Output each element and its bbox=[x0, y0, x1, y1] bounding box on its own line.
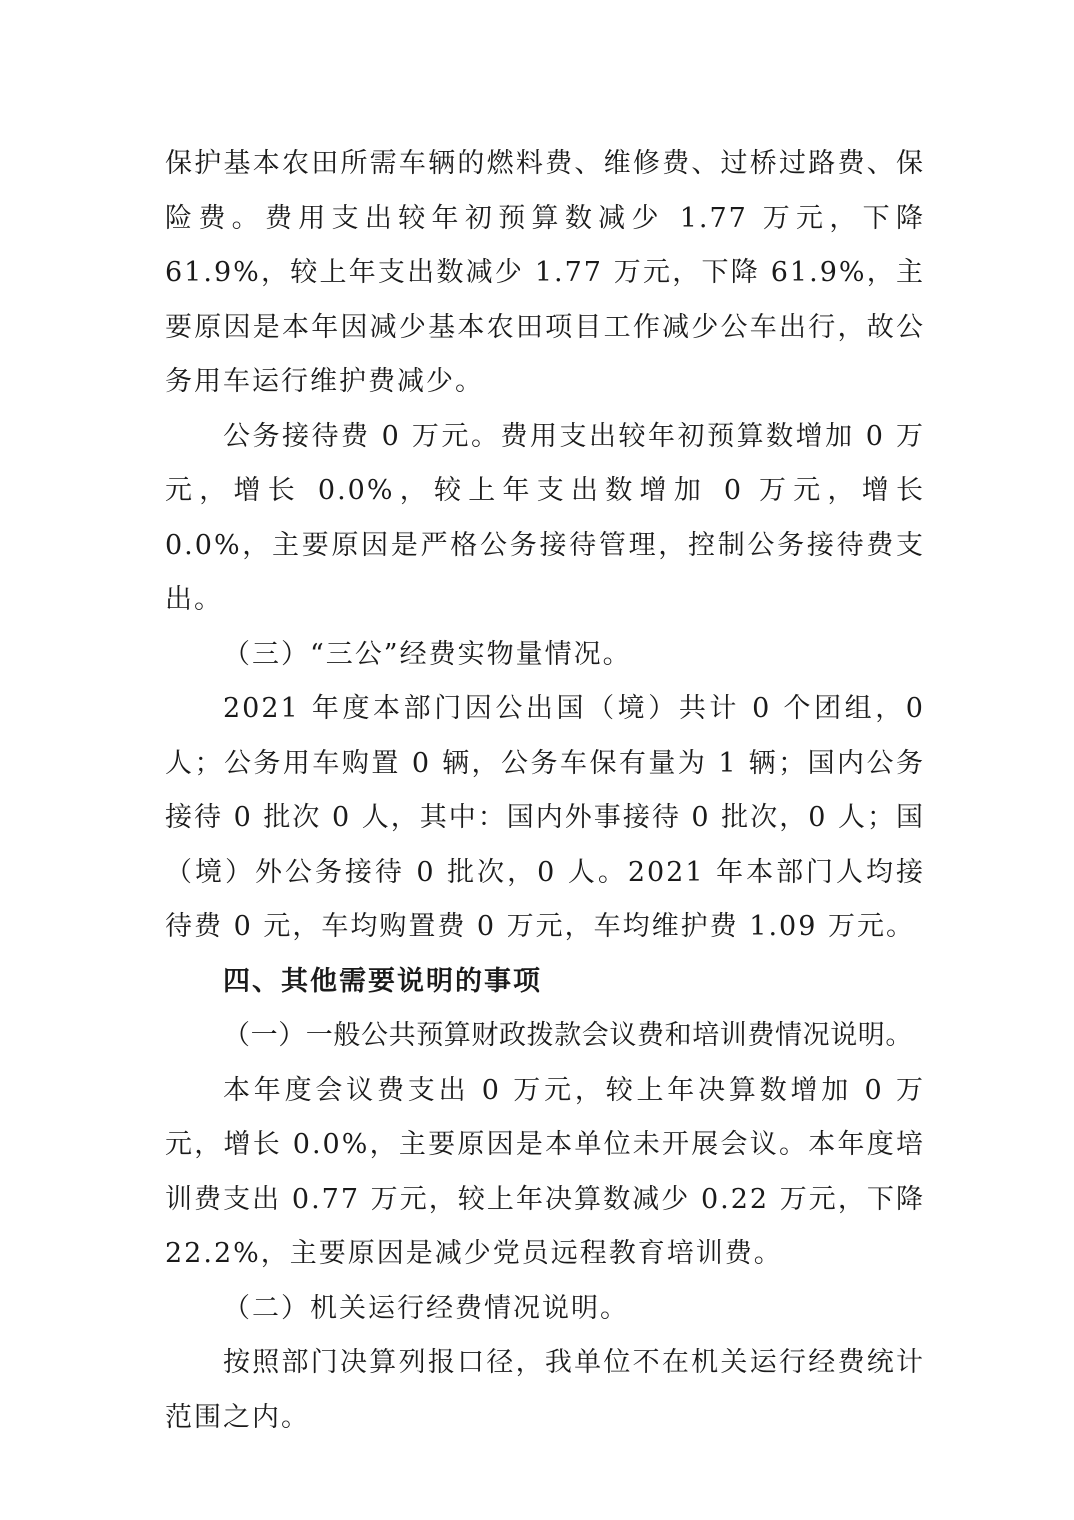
paragraph-meeting-training-costs: 本年度会议费支出 0 万元，较上年决算数增加 0 万元，增长 0.0%，主要原因是本单位未开展会议。本年度培训费支出 0.77 万元，较上年决算数减少 0.22 万元，下降 22.2%，主要原因是减少党员远程教育培训费。 bbox=[165, 1074, 925, 1269]
paragraph-vehicle-costs: 保护基本农田所需车辆的燃料费、维修费、过桥过路费、保险费。费用支出较年初预算数减少 1.77 万元，下降 61.9%，较上年支出数减少 1.77 万元，下降 61.9%，主要原因是本年因减少基本农田项目工作减少公车出行，故公务用车运行维护费减少。 bbox=[165, 148, 925, 397]
subheading-meeting-training: （一）一般公共预算财政拨款会议费和培训费情况说明。 bbox=[223, 1020, 913, 1051]
section-heading-other-matters: 四、其他需要说明的事项 bbox=[223, 965, 542, 997]
document-body bbox=[165, 137, 925, 1445]
paragraph-reception-costs: 公务接待费 0 万元。费用支出较年初预算数增加 0 万元，增长 0.0%，较上年支出数增加 0 万元，增长 0.0%，主要原因是严格公务接待管理，控制公务接待费支出。 bbox=[165, 420, 925, 615]
paragraph-physical-quantities: 2021 年度本部门因公出国（境）共计 0 个团组，0 人；公务用车购置 0 辆，公务车保有量为 1 辆；国内公务接待 0 批次 0 人，其中：国内外事接待 0 批次，0 人；国（境）外公务接待 0 批次，0 人。2021 年本部门人均接待费 0 元，车均购置费 0 万元，车均维护费 1.09 万元。 bbox=[165, 693, 925, 942]
subheading-agency-operating: （二）机关运行经费情况说明。 bbox=[223, 1292, 629, 1324]
subheading-three-public-quantities: （三）“三公”经费实物量情况。 bbox=[223, 638, 632, 670]
paragraph-agency-operating-costs: 按照部门决算列报口径，我单位不在机关运行经费统计范围之内。 bbox=[165, 1347, 925, 1433]
